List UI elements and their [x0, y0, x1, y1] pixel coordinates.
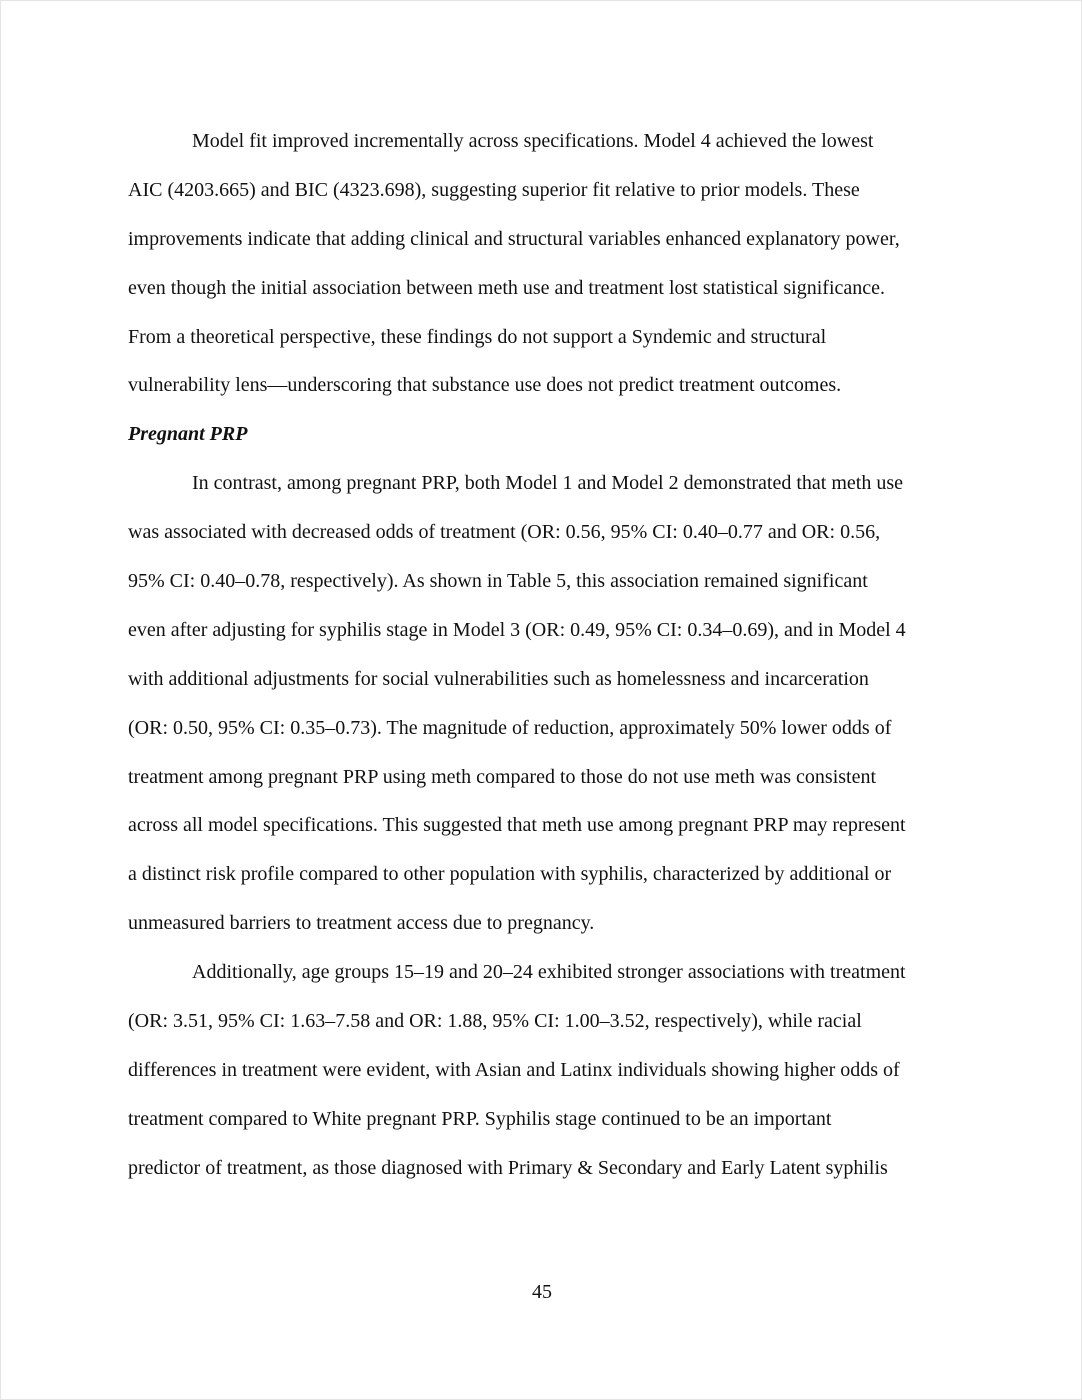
paragraph-age-race: [128, 948, 960, 1192]
text-line: a distinct risk profile compared to other population with syphilis, characterized by additional or: [128, 863, 892, 886]
text-line: AIC (4203.665) and BIC (4323.698), suggesting superior fit relative to prior models. These: [128, 178, 860, 201]
text-line: improvements indicate that adding clinical and structural variables enhanced explanatory power,: [128, 227, 900, 250]
text-line: even after adjusting for syphilis stage in Model 3 (OR: 0.49, 95% CI: 0.34–0.69), and in Model 4: [128, 618, 906, 641]
text-line: (OR: 0.50, 95% CI: 0.35–0.73). The magnitude of reduction, approximately 50% lower odds of: [128, 716, 892, 739]
document-body: [128, 117, 960, 1193]
text-line: Model fit improved incrementally across specifications. Model 4 achieved the lowest: [192, 130, 874, 152]
text-line: treatment compared to White pregnant PRP. Syphilis stage continued to be an important: [128, 1107, 832, 1130]
text-line: across all model specifications. This suggested that meth use among pregnant PRP may represent: [128, 814, 906, 837]
text-line: with additional adjustments for social vulnerabilities such as homelessness and incarceration: [128, 667, 869, 690]
section-heading: Pregnant PRP: [128, 423, 248, 446]
text-line: In contrast, among pregnant PRP, both Model 1 and Model 2 demonstrated that meth use: [192, 472, 903, 495]
text-line: predictor of treatment, as those diagnosed with Primary & Secondary and Early Latent syphilis: [128, 1156, 888, 1179]
page-number: 45: [532, 1281, 552, 1303]
text-line: From a theoretical perspective, these findings do not support a Syndemic and structural: [128, 325, 827, 348]
text-line: vulnerability lens—underscoring that substance use does not predict treatment outcomes.: [128, 374, 842, 397]
text-line: even though the initial association between meth use and treatment lost statistical significance.: [128, 276, 886, 299]
text-line: differences in treatment were evident, with Asian and Latinx individuals showing higher odds of: [128, 1058, 900, 1081]
text-line: treatment among pregnant PRP using meth compared to those do not use meth was consistent: [128, 765, 877, 788]
text-line: (OR: 3.51, 95% CI: 1.63–7.58 and OR: 1.88, 95% CI: 1.00–3.52, respectively), while racial: [128, 1010, 862, 1033]
paragraph-pregnant-prp: [128, 459, 960, 948]
text-line: 95% CI: 0.40–0.78, respectively). As shown in Table 5, this association remained significant: [128, 570, 868, 593]
text-line: Additionally, age groups 15–19 and 20–24 exhibited stronger associations with treatment: [192, 961, 906, 984]
paragraph-model-fit: [128, 117, 960, 410]
text-line: was associated with decreased odds of treatment (OR: 0.56, 95% CI: 0.40–0.77 and OR: 0.56,: [128, 521, 881, 544]
text-line: unmeasured barriers to treatment access due to pregnancy.: [128, 912, 595, 935]
